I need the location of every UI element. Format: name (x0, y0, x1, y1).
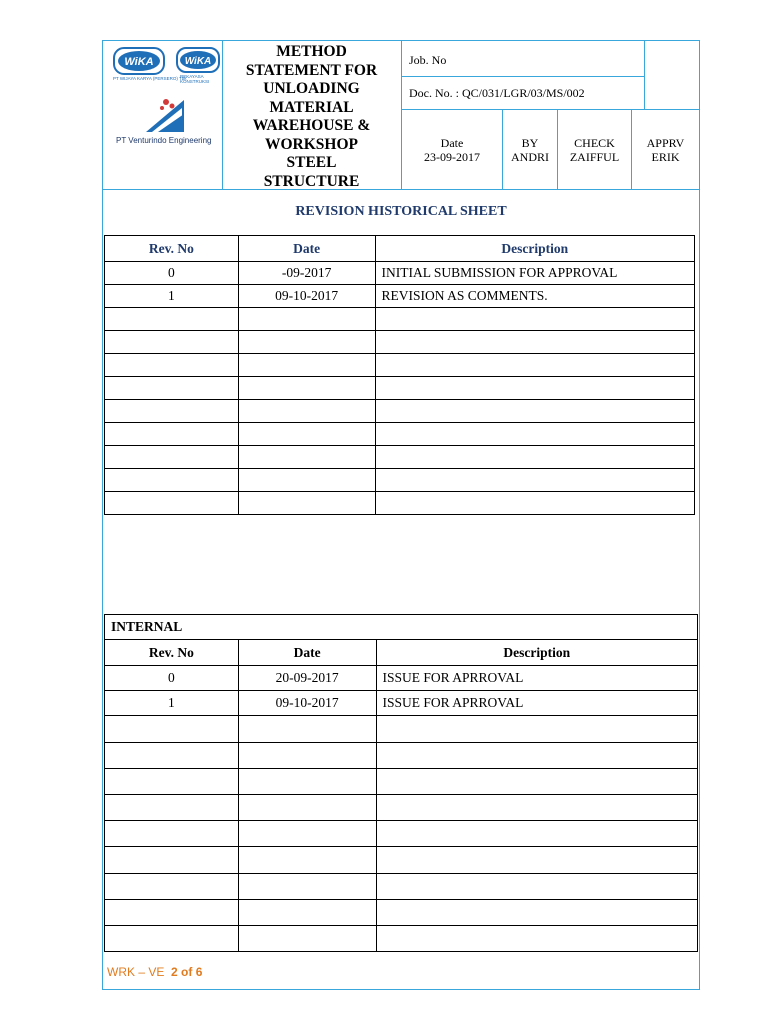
empty-cell (105, 308, 239, 331)
venturindo-logo (142, 96, 188, 139)
empty-cell (238, 926, 376, 952)
empty-cell (375, 400, 694, 423)
empty-cell (105, 900, 239, 926)
empty-cell (105, 743, 239, 769)
date-cell: -09-2017 (238, 262, 375, 285)
empty-cell (238, 743, 376, 769)
empty-cell (238, 874, 376, 900)
empty-cell (376, 900, 697, 926)
title-line: STRUCTURE (263, 172, 360, 190)
empty-cell (105, 926, 239, 952)
empty-row (105, 874, 698, 900)
header-divider (401, 109, 699, 110)
empty-cell (238, 354, 375, 377)
logo1-caption: PT WIJAYA KARYA (PERSERO) Tbk (113, 76, 187, 81)
empty-cell (238, 716, 376, 743)
empty-cell (375, 492, 694, 515)
empty-row (105, 743, 698, 769)
rev-no-cell: 1 (105, 285, 239, 308)
empty-cell (105, 446, 239, 469)
empty-cell (375, 446, 694, 469)
internal-title: INTERNAL (105, 615, 698, 640)
date-value: 23-09-2017 (424, 150, 480, 164)
title-line: MATERIAL (269, 98, 354, 116)
empty-cell (238, 769, 376, 795)
empty-row (105, 423, 695, 446)
empty-cell (376, 847, 697, 874)
date-label: Date (440, 136, 464, 150)
empty-cell (375, 331, 694, 354)
empty-cell (238, 400, 375, 423)
empty-cell (105, 769, 239, 795)
empty-cell (376, 926, 697, 952)
empty-cell (375, 354, 694, 377)
empty-cell (375, 469, 694, 492)
rev-no-cell: 1 (105, 691, 239, 716)
empty-cell (105, 795, 239, 821)
svg-text:WiKA: WiKA (124, 56, 154, 68)
apprv-label: APPRV (646, 136, 685, 150)
empty-cell (105, 492, 239, 515)
empty-cell (238, 331, 375, 354)
header-divider (644, 41, 645, 109)
col-rev-no: Rev. No (105, 236, 239, 262)
header-divider (222, 41, 223, 189)
footer-label: WRK – VE (107, 965, 165, 979)
empty-cell (105, 354, 239, 377)
empty-cell (105, 821, 239, 847)
wika-rekayasa-logo (176, 47, 220, 88)
col-rev-no: Rev. No (105, 640, 239, 666)
empty-cell (376, 821, 697, 847)
empty-cell (105, 847, 239, 874)
title-line: STATEMENT FOR (245, 61, 378, 79)
empty-cell (105, 423, 239, 446)
empty-row (105, 900, 698, 926)
document-title (225, 43, 398, 191)
empty-row (105, 795, 698, 821)
job-no-label: Job. No (409, 53, 447, 67)
empty-row (105, 847, 698, 874)
description-cell: REVISION AS COMMENTS. (375, 285, 694, 308)
empty-cell (375, 423, 694, 446)
description-cell: ISSUE FOR APRROVAL (376, 666, 697, 691)
empty-row (105, 377, 695, 400)
empty-cell (238, 821, 376, 847)
empty-cell (376, 874, 697, 900)
empty-row (105, 331, 695, 354)
title-line: METHOD (276, 43, 347, 60)
check-label: CHECK (574, 136, 615, 150)
by-label: BY (521, 136, 539, 150)
header-bottom-line (103, 189, 699, 190)
date-cell: 09-10-2017 (238, 691, 376, 716)
empty-cell (105, 377, 239, 400)
table-row (105, 691, 698, 716)
col-date: Date (238, 236, 375, 262)
company-name: PT Venturindo Engineering (116, 136, 212, 145)
empty-cell (375, 377, 694, 400)
col-date: Date (238, 640, 376, 666)
revision-table (104, 235, 695, 515)
col-description: Description (375, 236, 694, 262)
empty-cell (238, 847, 376, 874)
title-line: UNLOADING (263, 80, 360, 97)
empty-row (105, 469, 695, 492)
empty-cell (238, 423, 375, 446)
title-line: STEEL (286, 154, 337, 171)
internal-table (104, 614, 698, 952)
title-line: WORKSHOP (264, 135, 358, 153)
table-row (105, 262, 695, 285)
date-cell: 09-10-2017 (238, 285, 375, 308)
empty-row (105, 769, 698, 795)
description-cell: INITIAL SUBMISSION FOR APPROVAL (375, 262, 694, 285)
empty-cell (376, 795, 697, 821)
empty-cell (238, 492, 375, 515)
title-line: WAREHOUSE & (252, 117, 371, 134)
wika-logo (113, 47, 187, 88)
table-header-row (105, 236, 695, 262)
revision-title: REVISION HISTORICAL SHEET (295, 204, 507, 219)
empty-cell (238, 900, 376, 926)
date-cell: 20-09-2017 (238, 666, 376, 691)
table-header-row (105, 640, 698, 666)
empty-cell (105, 400, 239, 423)
empty-row (105, 926, 698, 952)
empty-row (105, 354, 695, 377)
table-row (105, 285, 695, 308)
empty-cell (238, 308, 375, 331)
empty-cell (105, 716, 239, 743)
doc-no: Doc. No. : QC/031/LGR/03/MS/002 (409, 86, 585, 100)
header-divider (401, 76, 644, 77)
description-cell: ISSUE FOR APRROVAL (376, 691, 697, 716)
logo2-caption: REKAYASA KONSTRUKSI (180, 74, 210, 84)
empty-cell (105, 331, 239, 354)
empty-cell (376, 716, 697, 743)
empty-cell (238, 469, 375, 492)
col-description: Description (376, 640, 697, 666)
internal-title-row (105, 615, 698, 640)
table-row (105, 666, 698, 691)
empty-cell (238, 795, 376, 821)
empty-cell (105, 469, 239, 492)
empty-row (105, 308, 695, 331)
by-value: ANDRI (511, 150, 549, 164)
empty-cell (238, 446, 375, 469)
rev-no-cell: 0 (105, 262, 239, 285)
rev-no-cell: 0 (105, 666, 239, 691)
empty-cell (105, 874, 239, 900)
svg-text:WiKA: WiKA (184, 56, 212, 67)
empty-row (105, 400, 695, 423)
page-number: 2 of 6 (171, 965, 203, 979)
check-value: ZAIFFUL (569, 150, 620, 164)
header-divider (401, 41, 402, 189)
empty-row (105, 492, 695, 515)
empty-row (105, 716, 698, 743)
empty-cell (238, 377, 375, 400)
empty-cell (376, 743, 697, 769)
page-footer (107, 965, 202, 979)
empty-row (105, 821, 698, 847)
apprv-value: ERIK (651, 150, 680, 164)
empty-row (105, 446, 695, 469)
empty-cell (376, 769, 697, 795)
empty-cell (375, 308, 694, 331)
